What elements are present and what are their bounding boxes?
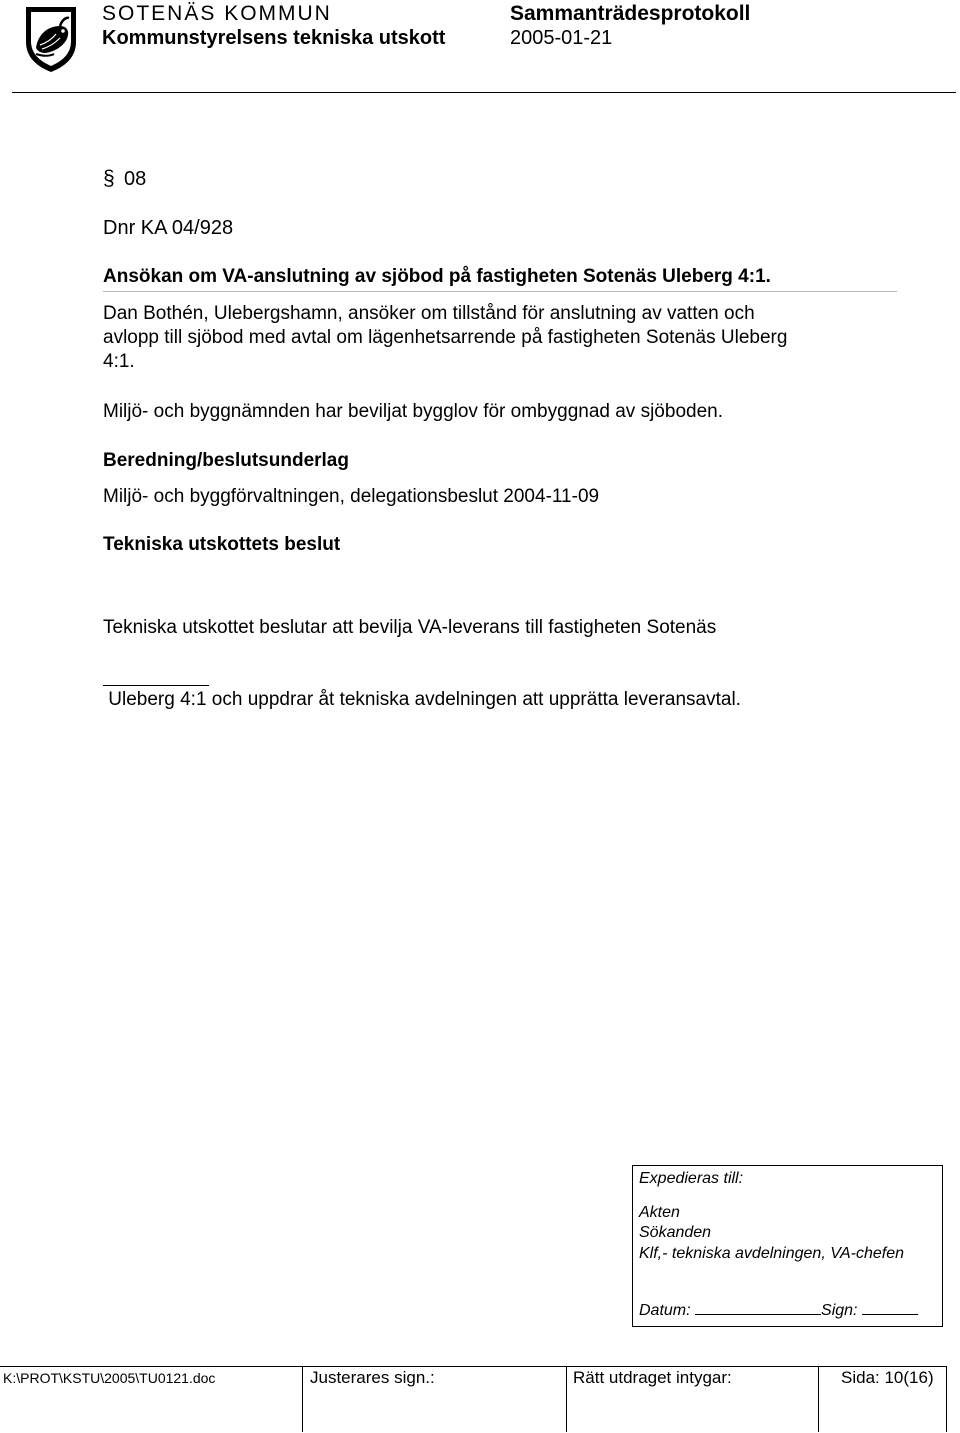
permit-paragraph	[103, 400, 723, 424]
footer-divider	[302, 1366, 303, 1432]
sign-line	[862, 1300, 918, 1315]
item-title: Ansökan om VA-anslutning av sjöbod på fastigheten Sotenäs Uleberg 4:1.	[103, 266, 771, 287]
organization-name: SOTENÄS KOMMUN	[102, 2, 332, 25]
adjust-sign-label: Justerares sign.:	[310, 1368, 435, 1387]
text-line: avlopp till sjöbod med avtal om lägenhetsarrende på fastigheten Sotenäs Uleberg	[103, 327, 788, 348]
text-line: Tekniska utskottet beslutar att bevilja VA-leverans till fastigheten Sotenäs	[103, 617, 717, 638]
decision-heading: Tekniska utskottets beslut	[103, 534, 341, 555]
text-line: Dan Bothén, Ulebergshamn, ansöker om tillstånd för anslutning av vatten och	[103, 303, 755, 324]
recipient: Sökanden	[639, 1224, 712, 1241]
basis-heading: Beredning/beslutsunderlag	[103, 450, 349, 471]
recipient: Akten	[639, 1204, 680, 1221]
page-number: Sida: 10(16)	[841, 1368, 934, 1387]
distribution-box	[632, 1165, 943, 1327]
text-line: 4:1.	[103, 351, 135, 372]
text-line: Uleberg 4:1 och uppdrar åt tekniska avdelningen att upprätta leveransavtal.	[103, 689, 741, 710]
date-sign-row	[639, 1300, 918, 1320]
footer-rule	[0, 1366, 947, 1367]
end-of-item-rule	[103, 685, 209, 686]
meeting-date: 2005-01-21	[510, 27, 613, 49]
header-divider	[12, 92, 956, 93]
sign-label: Sign:	[821, 1302, 858, 1319]
item-number: 08	[124, 168, 147, 190]
text-line: Miljö- och byggnämnden har beviljat bygglov för ombyggnad av sjöboden.	[103, 401, 723, 422]
document-type: Sammanträdesprotokoll	[510, 2, 751, 25]
municipal-crest-icon	[22, 4, 80, 74]
basis-text: Miljö- och byggförvaltningen, delegationsbeslut 2004-11-09	[103, 486, 600, 507]
footer-divider	[566, 1366, 567, 1432]
footer-divider	[818, 1366, 819, 1432]
date-line	[695, 1300, 821, 1315]
application-paragraph	[103, 302, 787, 374]
decision-paragraph	[103, 568, 741, 736]
registration-number: Dnr KA 04/928	[103, 217, 234, 239]
distribution-heading: Expedieras till:	[639, 1170, 744, 1187]
title-divider	[103, 291, 897, 292]
section-symbol: §	[103, 167, 115, 190]
date-label: Datum:	[639, 1302, 691, 1319]
file-path: K:\PROT\KSTU\2005\TU0121.doc	[3, 1370, 216, 1386]
footer-divider	[946, 1366, 947, 1432]
certified-extract-label: Rätt utdraget intygar:	[573, 1368, 732, 1387]
committee-name: Kommunstyrelsens tekniska utskott	[102, 27, 446, 49]
recipient: Klf,- tekniska avdelningen, VA-chefen	[639, 1245, 905, 1262]
